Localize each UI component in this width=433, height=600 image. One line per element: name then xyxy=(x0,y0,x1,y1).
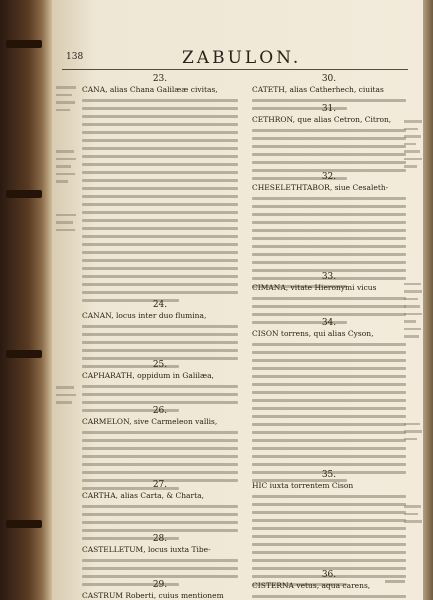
entry-28 xyxy=(82,534,238,586)
entry-lead: CATETH, alias Catherhech, ciuitas xyxy=(252,85,384,94)
entry-lead: CHESELETHTABOR, siue Cesaleth- xyxy=(252,183,389,192)
entry-lead: CISTERNA vetus, aqua carens, xyxy=(252,581,371,590)
right-margin-notes xyxy=(404,120,423,528)
entry-24 xyxy=(82,300,238,368)
page-header xyxy=(62,48,408,70)
entry-35 xyxy=(252,470,406,586)
entry-36 xyxy=(252,570,406,600)
entry-32 xyxy=(252,172,406,288)
catchword xyxy=(385,580,405,583)
entry-number: 34. xyxy=(321,318,337,328)
entry-lead: CIMANA, vitate Hieronymi vicus xyxy=(252,283,377,292)
book-spine xyxy=(0,0,52,600)
header-rule xyxy=(62,69,408,70)
entry-number: 36. xyxy=(321,570,337,580)
page-edge xyxy=(423,0,433,600)
left-margin-notes xyxy=(56,86,78,409)
entry-number: 28. xyxy=(152,534,168,544)
entry-26 xyxy=(82,406,238,490)
entry-lead: CETHRON, que alias Cetron, Citron, xyxy=(252,115,392,124)
entry-number: 24. xyxy=(152,300,168,310)
entry-lead: CARTHA, alias Carta, & Charta, xyxy=(82,491,204,500)
entry-27 xyxy=(82,480,238,540)
entry-31 xyxy=(252,104,406,180)
entry-lead: CASTRUM Roberti, cuius mentionem xyxy=(82,591,224,600)
entry-number: 23. xyxy=(152,74,168,84)
entry-29 xyxy=(82,580,238,600)
entry-23 xyxy=(82,74,238,302)
entry-number: 32. xyxy=(321,172,337,182)
entry-34 xyxy=(252,318,406,482)
entry-lead: CANA, alias Chana Galilææ civitas, xyxy=(82,85,218,94)
entry-33 xyxy=(252,272,406,324)
entry-25 xyxy=(82,360,238,412)
entry-number: 29. xyxy=(152,580,168,590)
entry-number: 31. xyxy=(321,104,337,114)
entry-lead: CANAN, locus inter duo flumina, xyxy=(82,311,207,320)
entry-number: 33. xyxy=(321,272,337,282)
book-page xyxy=(52,0,423,600)
entry-lead: CASTELLETUM, locus iuxta Tibe- xyxy=(82,545,211,554)
entry-lead: CAPHARATH, oppidum in Galilæa, xyxy=(82,371,214,380)
entry-lead: CARMELON, sive Carmeleon vallis, xyxy=(82,417,218,426)
entry-lead: CISON torrens, qui alias Cyson, xyxy=(252,329,374,338)
entry-number: 25. xyxy=(152,360,168,370)
entry-lead: HIC iuxta torrentem Cison xyxy=(252,481,354,490)
entry-number: 26. xyxy=(152,406,168,416)
running-title: ZABULON. xyxy=(182,48,302,68)
entry-number: 27. xyxy=(152,480,168,490)
page-number: 138 xyxy=(66,52,84,62)
entry-number: 35. xyxy=(321,470,337,480)
entry-number: 30. xyxy=(321,74,337,84)
